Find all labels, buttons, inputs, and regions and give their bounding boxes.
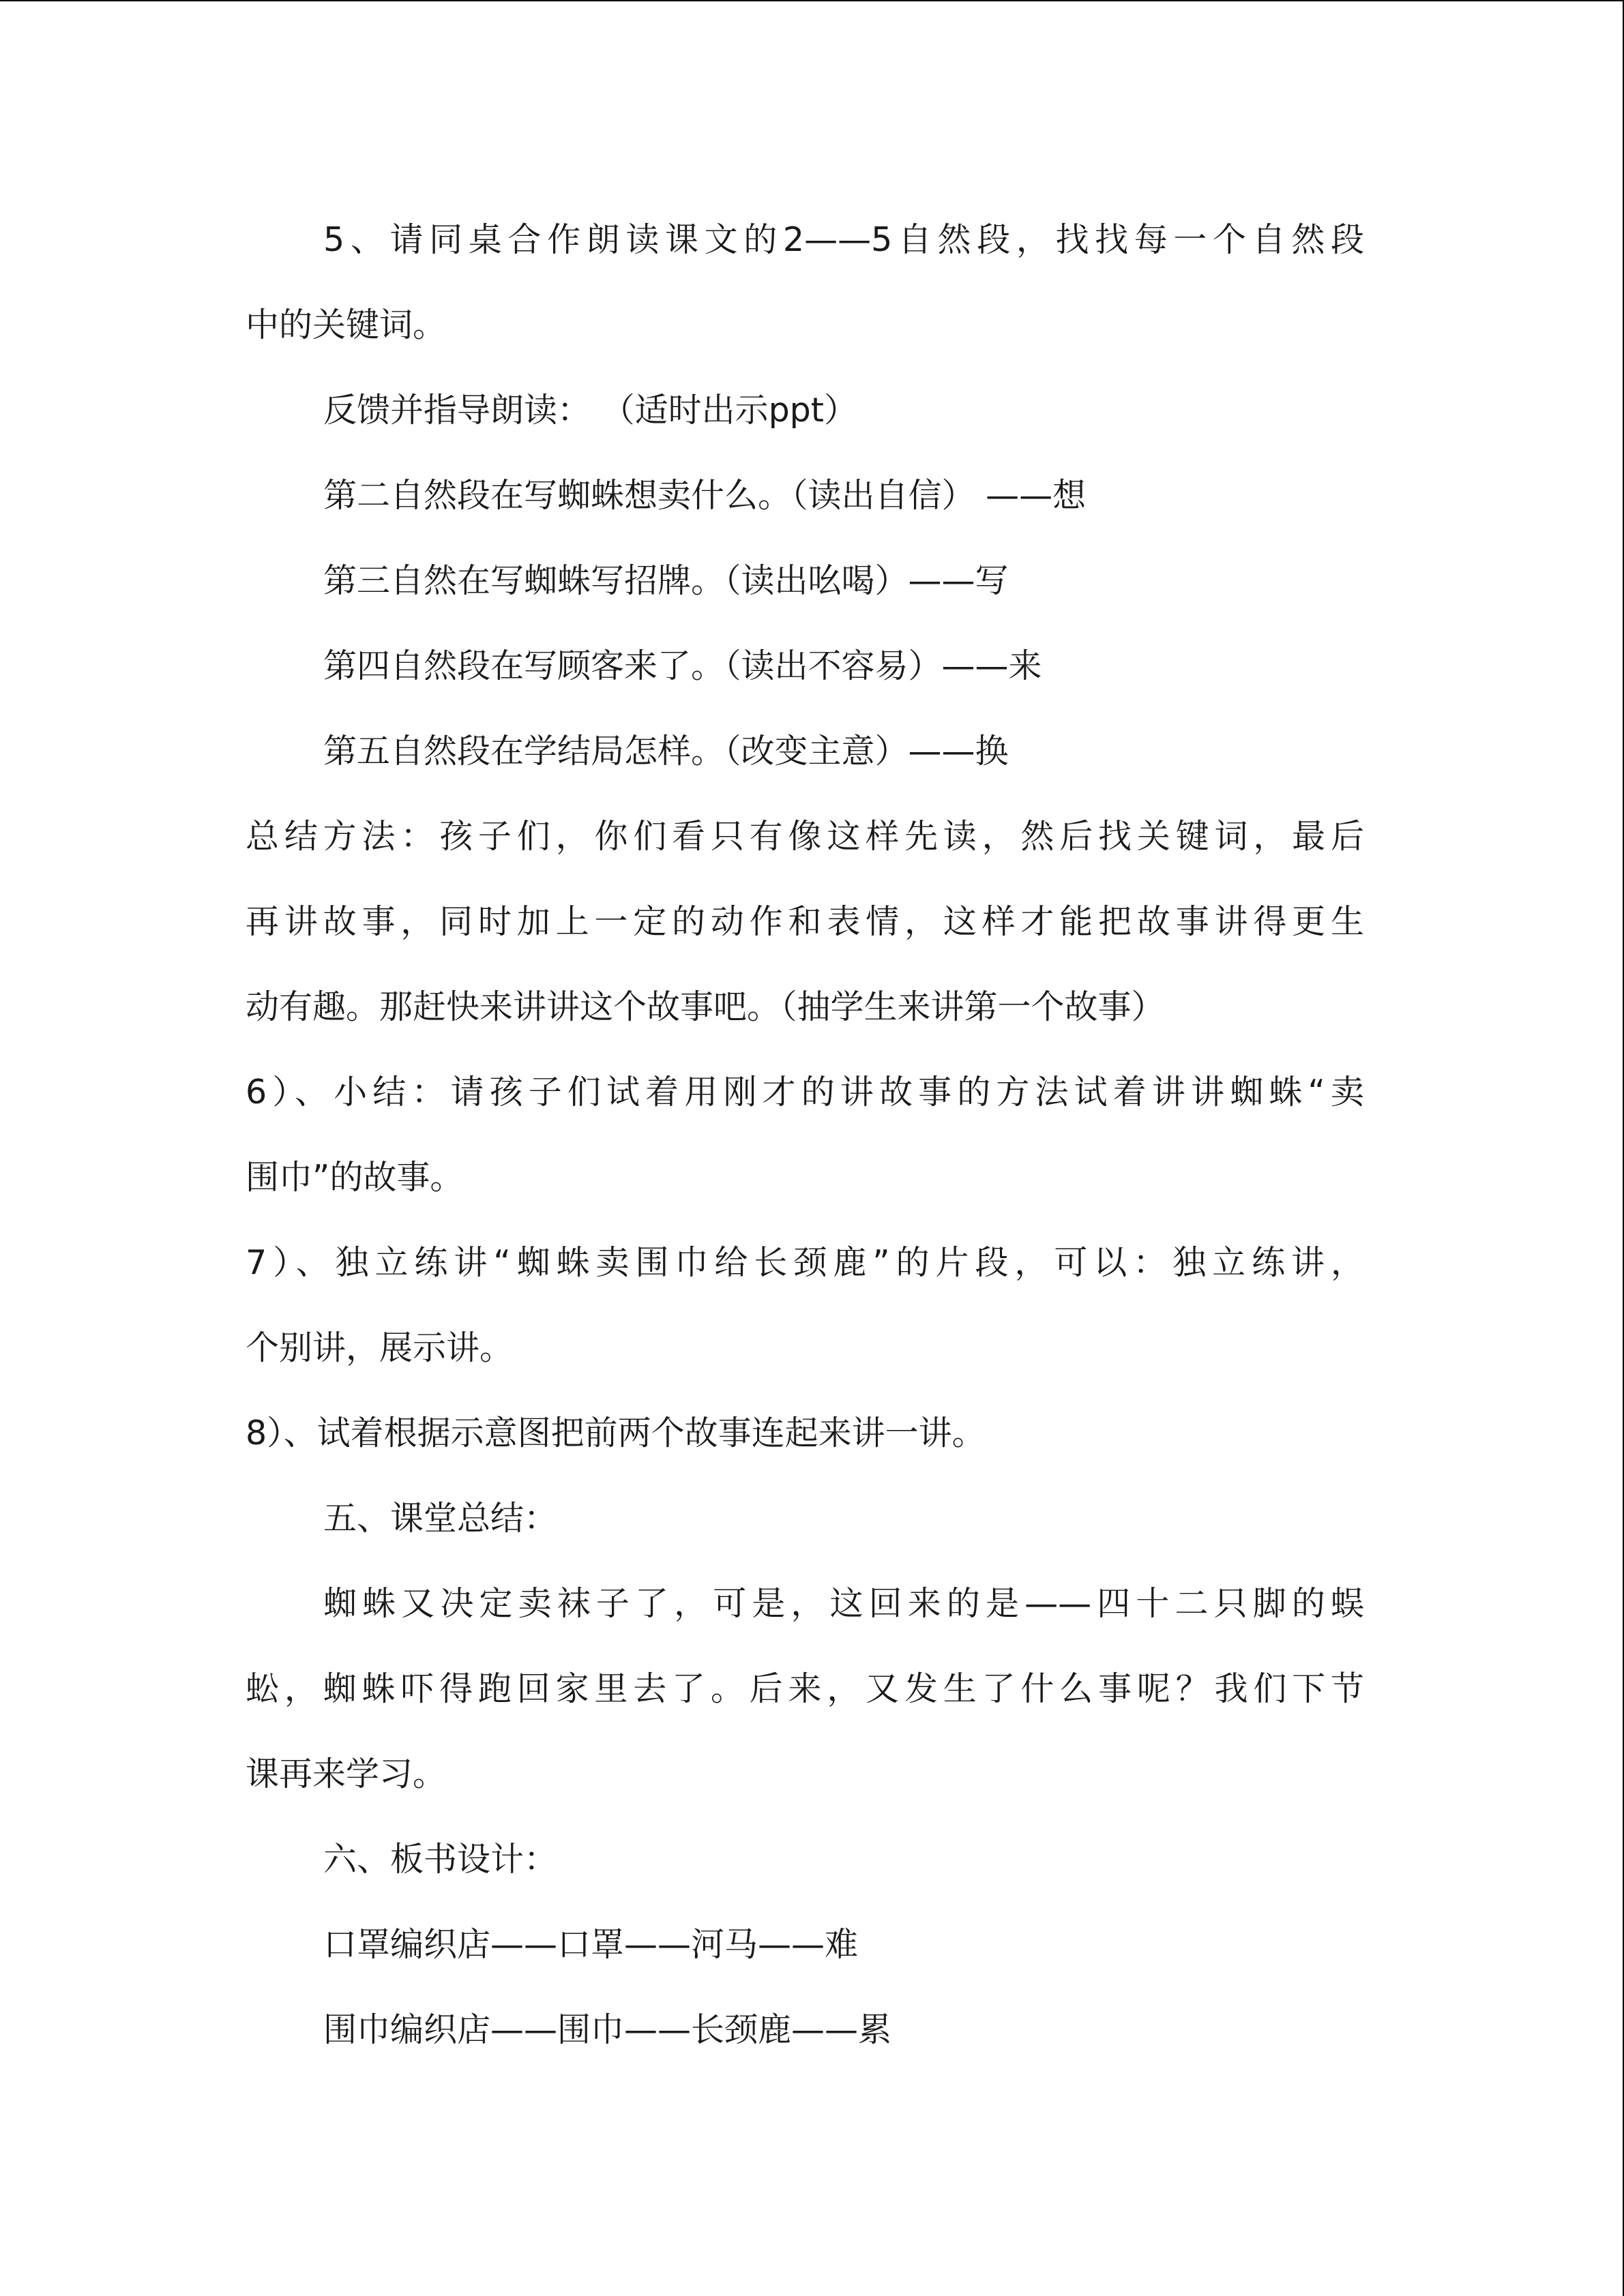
section-heading-summary: 五、课堂总结： xyxy=(323,1499,558,1538)
text-line-2: 中的关键词。 xyxy=(246,305,447,344)
text-line-11: 6）、小结：请孩子们试着用刚才的讲故事的方法试着讲讲蜘蛛“卖 xyxy=(246,1073,1364,1112)
text-line-15: 8）、试着根据示意图把前两个故事连起来讲一讲。 xyxy=(246,1414,986,1452)
text-line-3: 反馈并指导朗读： （适时出示ppt） xyxy=(323,391,857,430)
text-line-18: 蚣，蜘蛛吓得跑回家里去了。后来，又发生了什么事呢？我们下节 xyxy=(246,1669,1364,1708)
text-line-13: 7）、独立练讲“蜘蛛卖围巾给长颈鹿”的片段，可以：独立练讲， xyxy=(246,1243,1364,1282)
text-line-17: 蜘蛛又决定卖袜子了，可是，这回来的是——四十二只脚的蜈 xyxy=(323,1584,1364,1623)
section-heading-board: 六、板书设计： xyxy=(323,1840,558,1879)
text-line-1: 5、请同桌合作朗读课文的2——5自然段，找找每一个自然段 xyxy=(323,220,1364,259)
text-line-8: 总结方法：孩子们，你们看只有像这样先读，然后找关键词，最后 xyxy=(246,817,1364,856)
text-line-12: 围巾”的故事。 xyxy=(246,1158,464,1197)
text-line-19: 课再来学习。 xyxy=(246,1755,447,1793)
text-line-6: 第四自然段在写顾客来了。（读出不容易）——来 xyxy=(323,646,1042,685)
text-line-21: 口罩编织店——口罩——河马——难 xyxy=(323,1925,859,1964)
text-line-4: 第二自然段在写蜘蛛想卖什么。（读出自信） ——想 xyxy=(323,476,1087,515)
text-line-5: 第三自然在写蜘蛛写招牌。（读出吆喝）——写 xyxy=(323,561,1009,600)
text-line-14: 个别讲，展示讲。 xyxy=(246,1328,514,1367)
text-line-7: 第五自然段在学结局怎样。（改变主意）——换 xyxy=(323,732,1009,771)
text-line-10: 动有趣。那赶快来讲讲这个故事吧。（抽学生来讲第一个故事） xyxy=(246,987,1165,1026)
text-line-9: 再讲故事，同时加上一定的动作和表情，这样才能把故事讲得更生 xyxy=(246,902,1364,941)
text-line-22: 围巾编织店——围巾——长颈鹿——累 xyxy=(323,2010,892,2049)
